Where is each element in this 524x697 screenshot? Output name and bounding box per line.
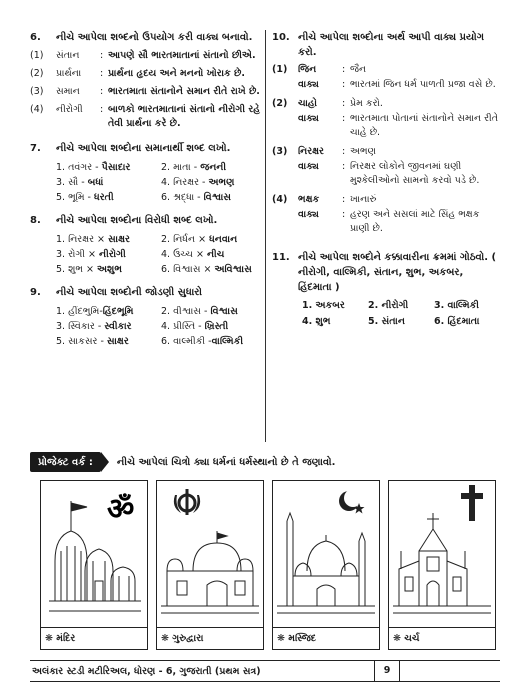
card-caption: ❋ મસ્જિદ: [277, 633, 317, 644]
pair-word: 2. માતા -: [161, 162, 198, 173]
pair-answer: સાક્ષર: [108, 234, 130, 245]
question-number: 10.: [272, 32, 290, 43]
colon: :: [342, 161, 346, 172]
right-column: [272, 30, 500, 330]
answer-pair: [56, 190, 157, 205]
item-number: (2): [30, 68, 44, 79]
colon: :: [100, 104, 104, 115]
colon: :: [342, 98, 346, 109]
question-10: [272, 30, 500, 60]
pair-word: 3. સ્વિકાર -: [56, 321, 102, 332]
item-number: (2): [272, 98, 288, 109]
card-caption: ❋ ચર્ચ: [393, 633, 420, 644]
ordered-word: 6. હિંદમાતા: [434, 316, 480, 327]
gurudwara-illustration: [157, 481, 263, 628]
answer-pair: [161, 160, 262, 175]
pair-word: 6. વિશ્વાસ ×: [161, 264, 212, 275]
pair-answer: નીચ: [206, 249, 225, 260]
q11-answers: [302, 298, 500, 330]
pair-answer: વિશ્વાસ: [210, 306, 238, 317]
pair-word: 6. વાલ્મીકી -: [161, 336, 212, 347]
pair-answer: અવિશ્વાસ: [214, 264, 252, 275]
colon: :: [342, 194, 346, 205]
item-meaning: પ્રેમ કરો.: [350, 98, 383, 109]
answer-pair: [56, 247, 157, 262]
pair-answer: નીરોગી: [99, 249, 126, 260]
khanda-icon: [174, 489, 200, 515]
card-caption: ❋ મંદિર: [45, 633, 76, 644]
left-column: [30, 30, 262, 357]
item-meaning: ખાનારું: [350, 194, 377, 205]
question-text: નીચે આપેલા શબ્દોના વિરોધી શબ્દ લખો.: [56, 215, 218, 226]
question-text: નીચે આપેલા શબ્દોને કક્કાવારીના ક્રમમાં ગોઠવો. ( નીરોગી, વાલ્મિકી, સંતાન, શુભ, અકબર, હિંદમાતા ): [298, 252, 497, 293]
sentence-label: વાક્ય: [298, 79, 319, 90]
pair-answer: સ્વીકાર: [104, 321, 132, 332]
pair-word: 2. વીશ્વાસ -: [161, 306, 208, 317]
colon: :: [342, 64, 346, 75]
item-number: (1): [30, 50, 44, 61]
q6-item-2: [30, 67, 262, 81]
pair-answer: વાલ્મિકી: [211, 336, 244, 347]
worship-place-cards: [40, 480, 496, 650]
colon: :: [100, 86, 104, 97]
item-number: (3): [30, 86, 44, 97]
question-7: [30, 141, 262, 156]
item-number: (4): [30, 104, 44, 115]
item-word: નીરોગી: [56, 104, 83, 115]
pair-answer: હિંદભૂમિ: [102, 306, 134, 317]
question-8: [30, 213, 262, 228]
pair-word: 1. હીંદભુમિ-: [56, 306, 103, 317]
pair-answer: ધનવાન: [209, 234, 238, 245]
pair-answer: જનની: [200, 162, 227, 173]
project-work-header: [30, 452, 500, 472]
pair-answer: બધાં: [87, 177, 104, 188]
pair-answer: અભણ: [208, 177, 235, 188]
question-text: નીચે આપેલા શબ્દનો ઉપયોગ કરી વાક્ય બનાવો.: [56, 32, 253, 43]
answer-pair: [56, 232, 157, 247]
q7-answers: [56, 160, 262, 205]
q9-answers: [56, 304, 262, 349]
pair-answer: ખ્રિસ્તી: [204, 321, 229, 332]
item-number: (4): [272, 194, 288, 205]
item-answer: ભારતમાતા સંતાનોને સમાન રીતે રાખે છે.: [108, 86, 260, 97]
item-number: (1): [272, 64, 288, 75]
question-number: 7.: [30, 143, 41, 154]
item-sentence: હરણ અને સસલાં માટે સિંહ ભક્ષક પ્રાણી છે.: [350, 209, 480, 234]
colon: :: [100, 68, 104, 79]
answer-pair: [161, 247, 262, 262]
pair-word: 4. નિરક્ષર -: [161, 177, 206, 188]
arrow-icon: [101, 452, 109, 472]
item-answer: બાળકો ભારતમાતાનાં સંતાનો નીરોગી રહે તેવી પ્રાર્થના કરે છે.: [108, 104, 261, 129]
item-sentence: ભારતમાં જિન ધર્મ પાળતી પ્રજા વસે છે.: [350, 79, 496, 90]
pair-answer: અશુભ: [97, 264, 122, 275]
pair-word: 5. ભૂમિ -: [56, 192, 91, 203]
answer-pair: [161, 334, 262, 349]
ordered-word: 2. નીરોગી: [368, 300, 409, 311]
item-word: સંતાન: [56, 50, 80, 61]
item-word: પ્રાર્થના: [56, 68, 82, 79]
pair-word: 3. સૌ -: [56, 177, 85, 188]
question-text: નીચે આપેલા શબ્દોના સમાનાર્થી શબ્દ લખો.: [56, 143, 231, 154]
q6-item-1: [30, 49, 262, 63]
q10-item-1: [272, 63, 500, 92]
pair-word: 1. તવંગર -: [56, 162, 99, 173]
answer-pair: [56, 262, 157, 277]
item-word: નિરક્ષર: [298, 146, 324, 157]
question-6: [30, 30, 262, 45]
item-meaning: જૈન: [350, 64, 367, 75]
q10-item-3: [272, 145, 500, 188]
question-11: [272, 250, 500, 295]
colon: :: [342, 209, 346, 220]
crescent-star-icon: [339, 489, 365, 514]
project-label: પ્રોજેક્ટ વર્ક :: [30, 452, 101, 472]
pair-word: 4. ઉચ્ચ ×: [161, 249, 204, 260]
item-word: ચાહો: [298, 98, 318, 109]
item-answer: પ્રાર્થના હૃદય અને મનનો ખોરાક છે.: [108, 68, 245, 79]
sentence-label: વાક્ય: [298, 113, 319, 124]
pair-word: 5. સાકસર -: [56, 336, 104, 347]
pair-word: 3. રોગી ×: [56, 249, 97, 260]
question-number: 6.: [30, 32, 41, 43]
pair-word: 5. શુભ ×: [56, 264, 94, 275]
q8-answers: [56, 232, 262, 277]
q6-item-4: [30, 103, 262, 131]
card-caption: ❋ ગુરુદ્વારા: [161, 633, 204, 644]
answer-pair: [161, 304, 262, 319]
answer-pair: [56, 319, 157, 334]
pair-word: 4. પ્રીસ્તિ -: [161, 321, 202, 332]
card-gurudwara: [156, 480, 264, 650]
sentence-label: વાક્ય: [298, 161, 319, 172]
footer-blank: [399, 661, 500, 681]
colon: :: [342, 146, 346, 157]
item-word: સમાન: [56, 86, 80, 97]
q10-item-4: [272, 193, 500, 236]
q6-item-3: [30, 85, 262, 99]
ordered-word: 3. વાલ્મિકી: [434, 300, 479, 311]
question-text: નીચે આપેલા શબ્દોના અર્થ આપી વાક્ય પ્રયોગ કરો.: [298, 32, 485, 58]
item-answer: આપણે સૌ ભારતમાતાનાં સંતાનો છીએ.: [108, 50, 256, 61]
item-sentence: નિરક્ષર લોકોને જીવનમાં ઘણી મુશ્કેલીઓનો સામનો કરવો પડે છે.: [350, 161, 480, 186]
colon: :: [342, 113, 346, 124]
footer-text: અલંકાર સ્ટડી મટીરિઅલ, ધોરણ - 6, ગુજરાતી (પ્રથમ સત્ર): [32, 665, 261, 677]
question-9: [30, 285, 262, 300]
card-mosque: [272, 480, 380, 650]
answer-pair: [56, 175, 157, 190]
pair-word: 1. નિરક્ષર ×: [56, 234, 106, 245]
pair-answer: પૈસાદાર: [101, 162, 131, 173]
item-word: ભક્ષક: [298, 194, 320, 205]
colon: :: [100, 50, 104, 61]
cross-icon: [461, 485, 483, 521]
answer-pair: [161, 232, 262, 247]
card-church: [388, 480, 496, 650]
ordered-word: 4. શુભ: [302, 316, 331, 327]
pair-answer: સાક્ષર: [106, 336, 129, 347]
q10-item-2: [272, 97, 500, 140]
item-sentence: ભારતમાતા પોતાનાં સંતાનોને સમાન રીતે ચાહે છે.: [350, 113, 499, 138]
question-text: નીચે આપેલા શબ્દોની જોડણી સુધારો: [56, 287, 202, 298]
answer-pair: [161, 175, 262, 190]
ordered-word: 5. સંતાન: [368, 316, 405, 327]
page-footer: [30, 660, 500, 682]
pair-word: 6. શ્રદ્ધા -: [161, 192, 201, 203]
church-illustration: [389, 481, 495, 628]
mosque-illustration: [273, 481, 379, 628]
pair-answer: ધરતી: [94, 192, 114, 203]
ordered-word: 1. અકબર: [302, 300, 345, 311]
om-icon: ॐ: [107, 492, 135, 527]
item-word: જિન: [298, 64, 317, 75]
card-temple: [40, 480, 148, 650]
project-instruction: નીચે આપેલાં ચિત્રો ક્યા ધર્મનાં ધર્મસ્થાનો છે તે જણાવો.: [116, 456, 336, 468]
answer-pair: [161, 319, 262, 334]
answer-pair: [56, 304, 157, 319]
question-number: 9.: [30, 287, 41, 298]
pair-answer: વિશ્વાસ: [203, 192, 232, 203]
page-number: 9: [374, 661, 399, 681]
item-number: (3): [272, 146, 288, 157]
question-number: 11.: [272, 252, 290, 263]
question-number: 8.: [30, 215, 41, 226]
answer-pair: [56, 334, 157, 349]
colon: :: [342, 79, 346, 90]
answer-pair: [161, 190, 262, 205]
answer-pair: [161, 262, 262, 277]
temple-illustration: [41, 481, 147, 628]
column-divider: [265, 30, 266, 442]
item-meaning: અભણ: [350, 146, 376, 157]
answer-pair: [56, 160, 157, 175]
sentence-label: વાક્ય: [298, 209, 319, 220]
pair-word: 2. નિર્ધન ×: [161, 234, 207, 245]
